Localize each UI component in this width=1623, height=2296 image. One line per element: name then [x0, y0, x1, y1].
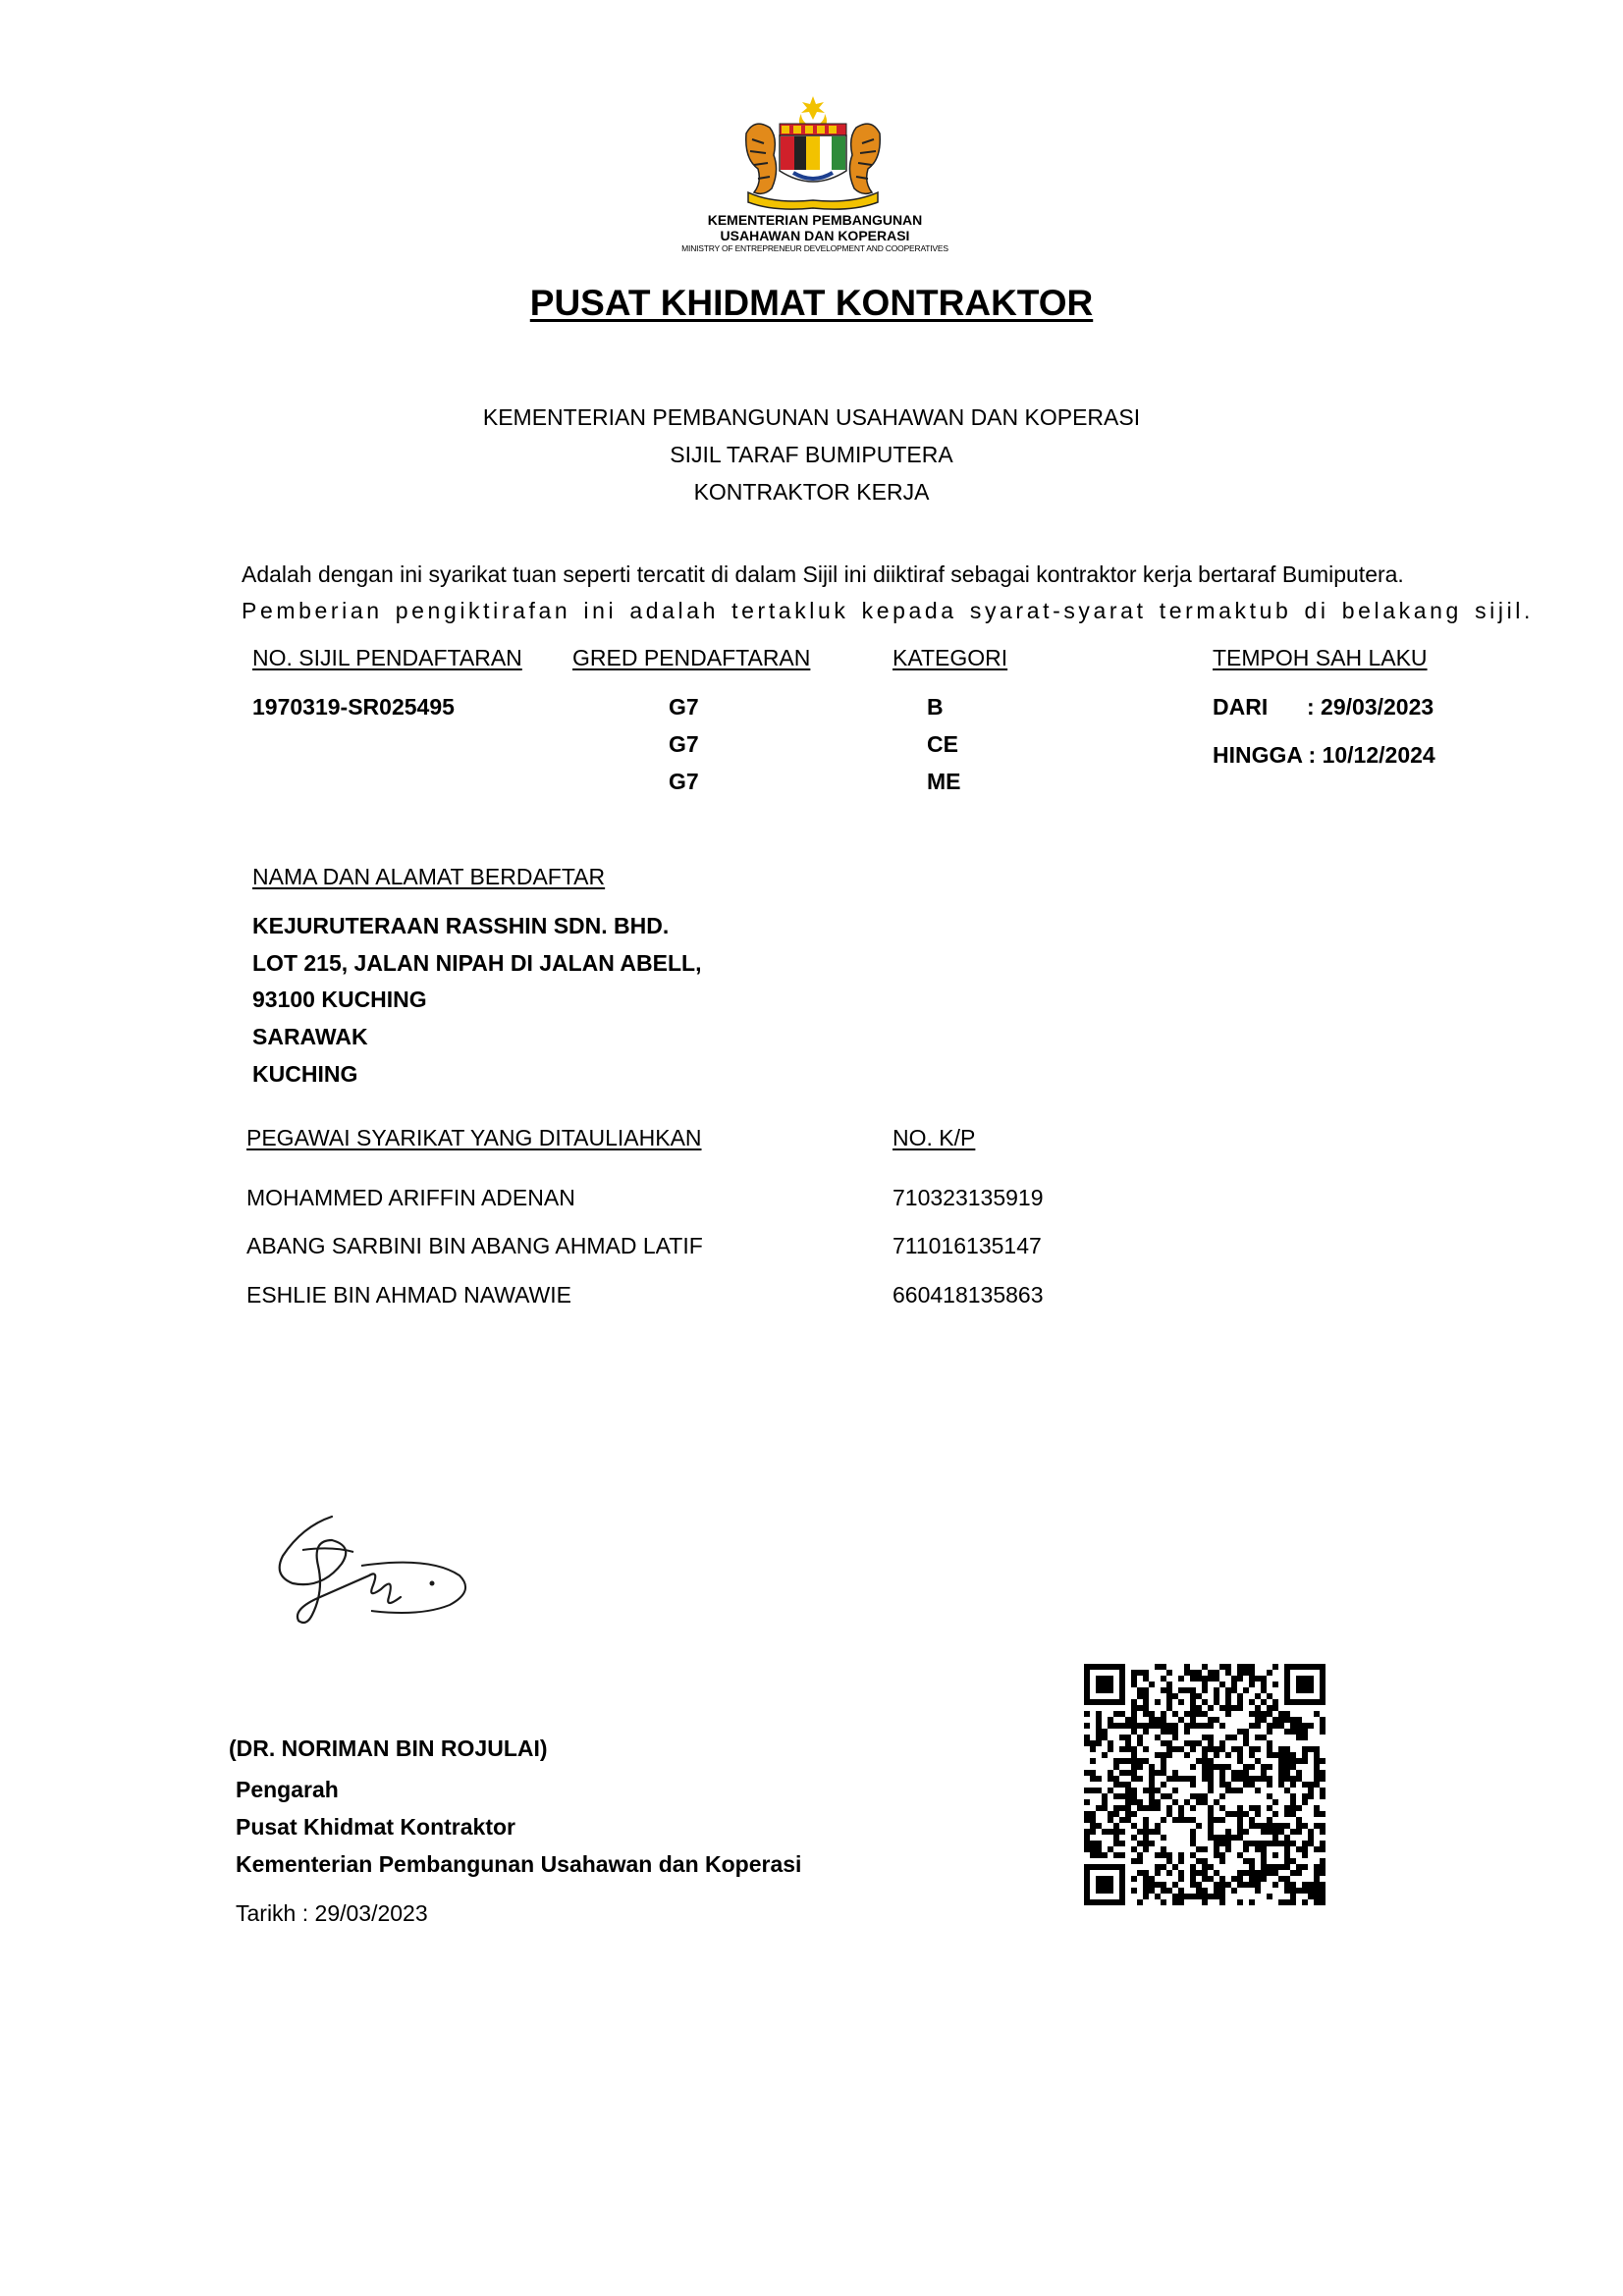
header-ic-number: NO. K/P [893, 1125, 976, 1150]
subheader-certificate-type: SIJIL TARAF BUMIPUTERA [670, 442, 953, 467]
category-value: CE [927, 731, 958, 757]
company-name: KEJURUTERAAN RASSHIN SDN. BHD. [252, 913, 670, 938]
signatory-position: Pengarah [236, 1777, 339, 1802]
intro-line-1: Adalah dengan ini syarikat tuan seperti tercatit di dalam Sijil ini diiktiraf sebagai kontraktor kerja bertaraf Bumiputera. [242, 561, 1404, 587]
header-authorized-officers: PEGAWAI SYARIKAT YANG DITAULIAHKAN [246, 1125, 702, 1150]
header-registration-grade: GRED PENDAFTARAN [572, 645, 811, 670]
address-line: KUCHING [252, 1061, 358, 1087]
officer-name: ABANG SARBINI BIN ABANG AHMAD LATIF [246, 1233, 703, 1258]
category-value: ME [927, 769, 961, 794]
signatory-ministry: Kementerian Pembangunan Usahawan dan Koperasi [236, 1851, 802, 1877]
officer-ic: 660418135863 [893, 1282, 1044, 1308]
signature-icon [263, 1507, 479, 1634]
coat-of-arms-icon [734, 94, 892, 212]
signatory-department: Pusat Khidmat Kontraktor [236, 1814, 515, 1840]
officer-name: MOHAMMED ARIFFIN ADENAN [246, 1185, 575, 1210]
officer-ic: 711016135147 [893, 1233, 1042, 1258]
validity-from-date: : 29/03/2023 [1307, 694, 1434, 720]
validity-from-label: DARI [1213, 694, 1269, 720]
grade-value: G7 [669, 694, 699, 720]
ministry-name-english: MINISTRY OF ENTREPRENEUR DEVELOPMENT AND COOPERATIVES [681, 243, 948, 253]
header-registered-address: NAMA DAN ALAMAT BERDAFTAR [252, 864, 606, 889]
header-validity-period: TEMPOH SAH LAKU [1213, 645, 1428, 670]
signatory-name: (DR. NORIMAN BIN ROJULAI) [229, 1735, 548, 1761]
validity-to-date: HINGGA : 10/12/2024 [1213, 742, 1435, 768]
issue-date: Tarikh : 29/03/2023 [236, 1900, 428, 1926]
subheader-contractor-type: KONTRAKTOR KERJA [693, 479, 930, 505]
category-value: B [927, 694, 944, 720]
ministry-name-line2: USAHAWAN DAN KOPERASI [720, 228, 910, 243]
address-line: LOT 215, JALAN NIPAH DI JALAN ABELL, [252, 950, 702, 976]
officer-name: ESHLIE BIN AHMAD NAWAWIE [246, 1282, 571, 1308]
grade-value: G7 [669, 731, 699, 757]
subheader-ministry: KEMENTERIAN PEMBANGUNAN USAHAWAN DAN KOPERASI [482, 404, 1141, 430]
address-line: SARAWAK [252, 1024, 368, 1049]
page-title: PUSAT KHIDMAT KONTRAKTOR [529, 283, 1094, 323]
ministry-name-line1: KEMENTERIAN PEMBANGUNAN [707, 212, 923, 228]
registration-number: 1970319-SR025495 [252, 694, 455, 720]
grade-value: G7 [669, 769, 699, 794]
header-registration-no: NO. SIJIL PENDAFTARAN [252, 645, 522, 670]
header-category: KATEGORI [893, 645, 1008, 670]
officer-ic: 710323135919 [893, 1185, 1044, 1210]
address-line: 93100 KUCHING [252, 987, 427, 1012]
qr-code-icon [1084, 1664, 1325, 1905]
intro-line-2: Pemberian pengiktirafan ini adalah tertakluk kepada syarat-syarat termaktub di belakang sijil. [242, 598, 1534, 623]
